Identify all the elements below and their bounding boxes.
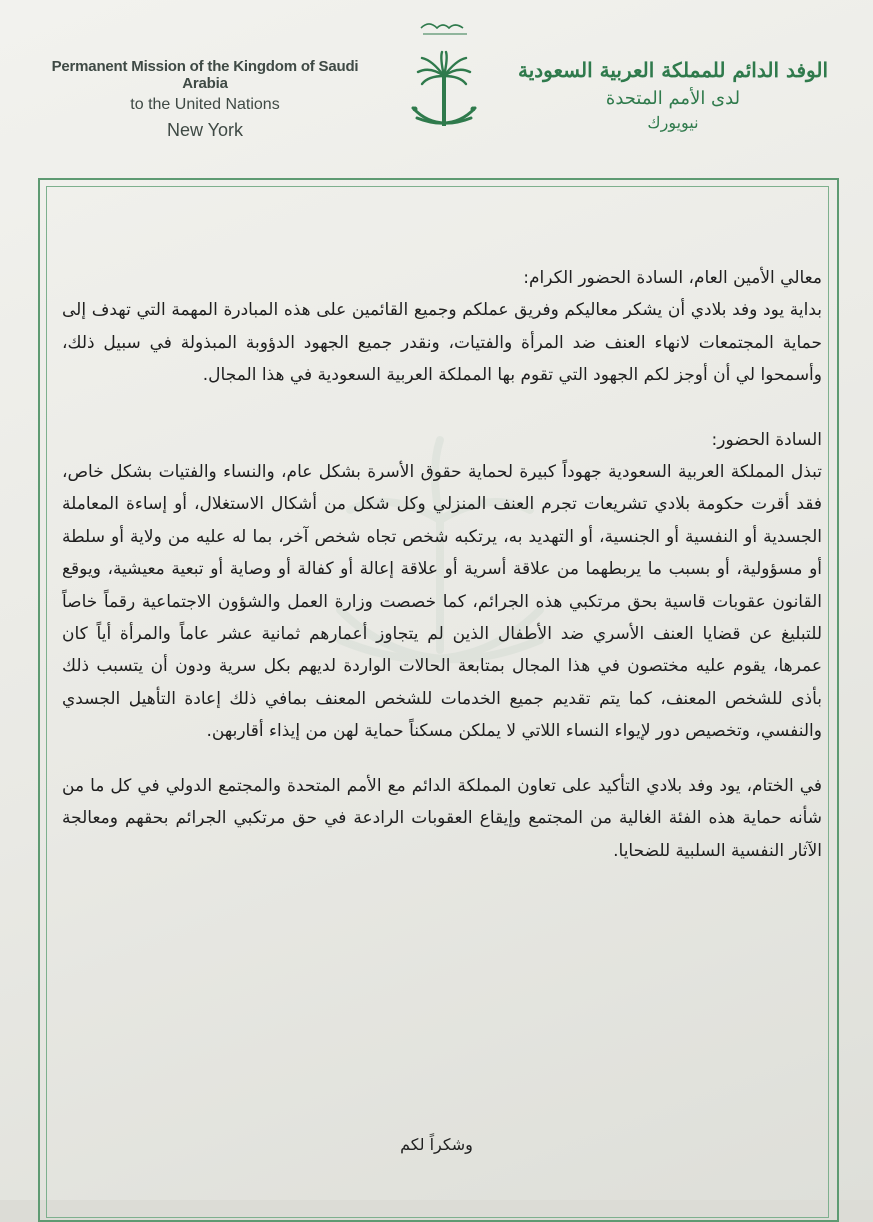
letter-body bbox=[62, 262, 822, 867]
mission-subtitle-ar: لدى الأمم المتحدة bbox=[605, 88, 741, 109]
mission-name-ar: الوفد الدائم للمملكة العربية السعودية bbox=[517, 58, 829, 82]
conclusion-paragraph: في الختام، يود وفد بلادي التأكيد على تعاون المملكة الدائم مع الأمم المتحدة والمجتمع الدولي في كل ما من شأنه حماية هذه الفئة الغالية من المجتمع وإيقاع العقوبات الرادعة في حق مرتكبي الجرائم بحقهم ومعالجة الآثار النفسية السلبية للضحايا. bbox=[62, 775, 822, 861]
closing-line: وشكراً لكم bbox=[400, 1135, 473, 1154]
letterhead-arabic bbox=[513, 58, 833, 132]
mission-subtitle-en: to the United Nations bbox=[130, 96, 280, 113]
mission-name-en: Permanent Mission of the Kingdom of Saudi Arabia bbox=[51, 58, 359, 92]
salutation: معالي الأمين العام، السادة الحضور الكرام: bbox=[523, 268, 822, 288]
main-paragraph: تبذل المملكة العربية السعودية جهوداً كبيرة لحماية حقوق الأسرة بشكل عام، والنساء والفتيات بشكل خاص، فقد أقرت حكومة بلادي تشريعات تجرم العنف المنزلي وكل شكل من أشكال الاستغلال، أو إساءة المعاملة الجسدية أو النفسية أو الجنسية، أو التهديد به، يرتكبه شخص تجاه شخص آخر، بما له عليه من ولاية أو سلطة أو مسؤولية، أو بسبب ما يربطهما من علاقة أسرية أو علاقة إعالة أو كفالة أو وصاية أو تبعية معيشية، ويوقع القانون عقوبات قاسية بحق مرتكبي هذه الجرائم، كما خصصت وزارة العمل والشؤون الاجتماعية رقماً خاصاً للتبليغ عن قضايا العنف الأسري ضد الأطفال الذين لم يتجاوز أعمارهم ثمانية عشر عاماً والمرأة أياً كان عمرها، يقوم عليه مختصون في هذا المجال بمتابعة الحالات الواردة لديهم بكل سرية ودون أن يتسبب ذلك بأذى للشخص المعنف، كما يتم تقديم جميع الخدمات للشخص المعنف بمافي ذلك إعادة التأهيل الجسدي والنفسي، وتخصيص دور لإيواء النساء اللاتي لا يملكن مسكناً حماية لهن من إيذاء أقاربهن. bbox=[62, 462, 822, 742]
mission-city-ar: نيويورك bbox=[647, 113, 699, 132]
mission-city-en: New York bbox=[166, 120, 244, 140]
intro-paragraph: بداية يود وفد بلادي أن يشكر معاليكم وفريق عملكم وجميع القائمين على هذه المبادرة المهمة التي تهدف إلى حماية المجتمعات لانهاء العنف ضد المرأة والفتيات، ونقدر جميع الجهود الدؤوبة المبذولة في سبيل ذلك، وأسمحوا لي أن أوجز لكم الجهود التي تقوم بها المملكة العربية السعودية في هذا المجال. bbox=[62, 300, 822, 386]
palm-and-swords-emblem-icon bbox=[403, 14, 485, 144]
section-salutation: السادة الحضور: bbox=[711, 429, 822, 450]
letterhead-english bbox=[40, 58, 370, 141]
